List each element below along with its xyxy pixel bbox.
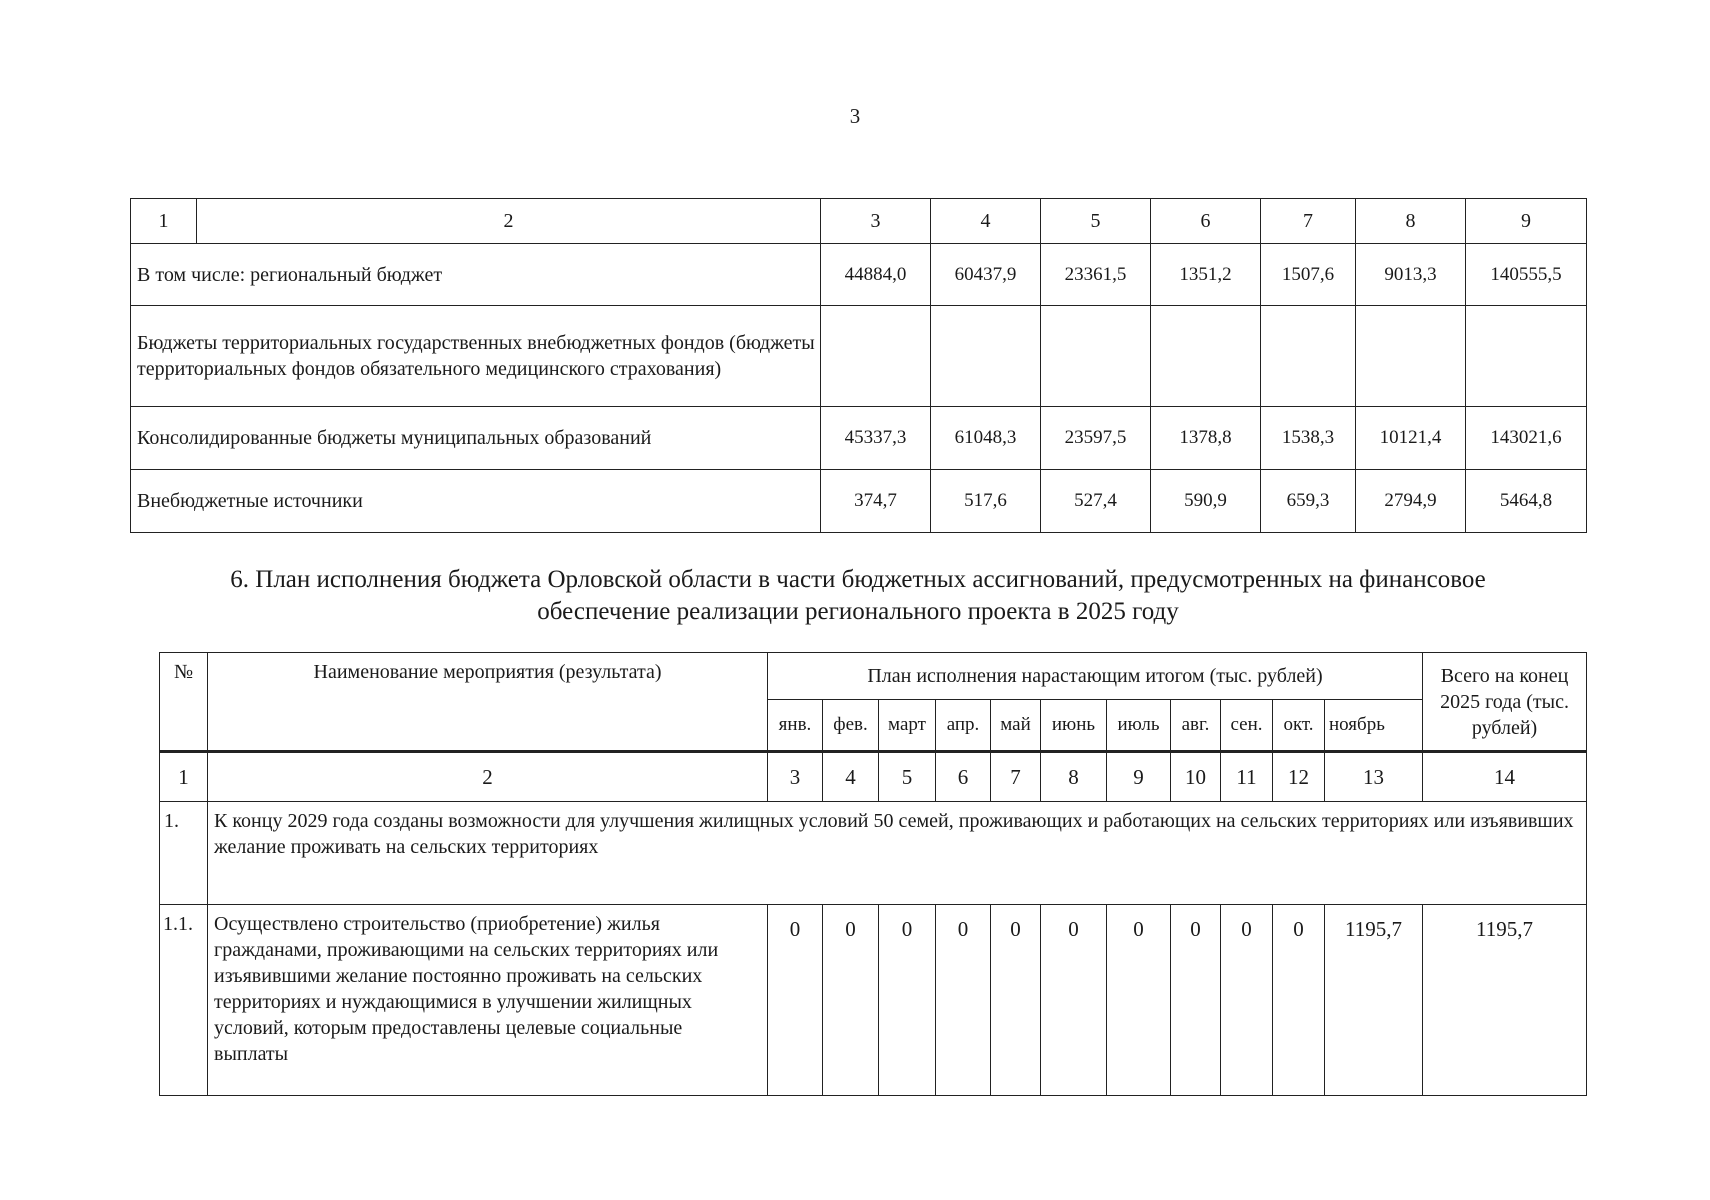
cell-value: 0 <box>936 905 991 1096</box>
cell-value: 10121,4 <box>1356 407 1466 470</box>
cell-value: 0 <box>1221 905 1273 1096</box>
budget-execution-plan-table <box>159 652 1587 1096</box>
cell-value: 5464,8 <box>1466 470 1587 533</box>
cell-value <box>1261 306 1356 407</box>
table-row <box>131 407 1587 470</box>
column-numbers-row <box>160 752 1587 802</box>
column-number: 3 <box>821 199 931 244</box>
section-title <box>130 564 1586 628</box>
cell-value: 23361,5 <box>1041 244 1151 306</box>
table-row <box>131 306 1587 407</box>
cell-value: 0 <box>991 905 1041 1096</box>
cell-total: 1195,7 <box>1423 905 1587 1096</box>
cell-value <box>1356 306 1466 407</box>
column-number: 8 <box>1356 199 1466 244</box>
column-number: 6 <box>1151 199 1261 244</box>
column-number: 14 <box>1423 752 1587 802</box>
cell-value: 527,4 <box>1041 470 1151 533</box>
cell-value: 140555,5 <box>1466 244 1587 306</box>
cell-value: 0 <box>823 905 879 1096</box>
header-month: июнь <box>1041 700 1107 752</box>
section-title-line: обеспечение реализации регионального проекта в 2025 году <box>537 598 1179 625</box>
cell-value: 0 <box>1107 905 1171 1096</box>
row-label: Консолидированные бюджеты муниципальных образований <box>131 407 821 470</box>
column-number: 9 <box>1107 752 1171 802</box>
header-month: сен. <box>1221 700 1273 752</box>
column-number: 4 <box>823 752 879 802</box>
cell-value: 659,3 <box>1261 470 1356 533</box>
header-number: № <box>160 653 208 752</box>
cell-value: 590,9 <box>1151 470 1261 533</box>
cell-value: 1351,2 <box>1151 244 1261 306</box>
cell-value: 23597,5 <box>1041 407 1151 470</box>
column-number: 8 <box>1041 752 1107 802</box>
cell-value: 9013,3 <box>1356 244 1466 306</box>
cell-value <box>1041 306 1151 407</box>
header-month: авг. <box>1171 700 1221 752</box>
column-number: 6 <box>936 752 991 802</box>
cell-value: 0 <box>879 905 936 1096</box>
header-total: Всего на конец 2025 года (тыс. рублей) <box>1423 653 1587 752</box>
cell-value: 517,6 <box>931 470 1041 533</box>
cell-value: 0 <box>768 905 823 1096</box>
table-header-row <box>160 653 1587 700</box>
cell-value: 0 <box>1171 905 1221 1096</box>
funding-sources-table <box>130 198 1587 533</box>
column-number: 5 <box>879 752 936 802</box>
cell-value: 374,7 <box>821 470 931 533</box>
column-number: 12 <box>1273 752 1325 802</box>
column-number: 1 <box>131 199 197 244</box>
cell-value <box>1466 306 1587 407</box>
cell-value: 2794,9 <box>1356 470 1466 533</box>
header-month: июль <box>1107 700 1171 752</box>
section-row-text: К концу 2029 года созданы возможности для улучшения жилищных условий 50 семей, проживающих и работающих на сельских территориях или изъявивших желание проживать на сельских территориях <box>208 802 1587 905</box>
item-row-text: Осуществлено строительство (приобретение) жилья гражданами, проживающими на сельских территориях или изъявившими желание постоянно проживать на сельских территориях и нуждающимися в улучшении жилищных условий, которым предоставлены целевые социальные выплаты <box>208 905 768 1096</box>
header-name: Наименование мероприятия (результата) <box>208 653 768 752</box>
header-month: ноябрь <box>1325 700 1423 752</box>
header-month: окт. <box>1273 700 1325 752</box>
cell-value: 0 <box>1041 905 1107 1096</box>
table-row <box>131 470 1587 533</box>
cell-value <box>1151 306 1261 407</box>
column-number: 7 <box>991 752 1041 802</box>
cell-value: 1538,3 <box>1261 407 1356 470</box>
table-row <box>160 802 1587 905</box>
cell-value: 1507,6 <box>1261 244 1356 306</box>
row-label: Бюджеты территориальных государственных внебюджетных фондов (бюджеты территориальных фондов обязательного медицинского страхования) <box>131 306 821 407</box>
column-number: 13 <box>1325 752 1423 802</box>
cell-value <box>931 306 1041 407</box>
cell-value: 45337,3 <box>821 407 931 470</box>
row-label: Внебюджетные источники <box>131 470 821 533</box>
column-number: 4 <box>931 199 1041 244</box>
column-number: 11 <box>1221 752 1273 802</box>
row-label: В том числе: региональный бюджет <box>131 244 821 306</box>
column-number: 10 <box>1171 752 1221 802</box>
header-plan: План исполнения нарастающим итогом (тыс. рублей) <box>768 653 1423 700</box>
section-title-line: 6. План исполнения бюджета Орловской области в части бюджетных ассигнований, предусмотренных на финансовое <box>230 566 1486 593</box>
column-number: 2 <box>208 752 768 802</box>
row-number: 1.1. <box>160 905 208 1096</box>
cell-value <box>821 306 931 407</box>
header-month: апр. <box>936 700 991 752</box>
header-month: янв. <box>768 700 823 752</box>
cell-value: 61048,3 <box>931 407 1041 470</box>
cell-value: 1378,8 <box>1151 407 1261 470</box>
column-number: 1 <box>160 752 208 802</box>
header-month: май <box>991 700 1041 752</box>
column-number: 7 <box>1261 199 1356 244</box>
cell-value: 60437,9 <box>931 244 1041 306</box>
cell-value: 143021,6 <box>1466 407 1587 470</box>
page-number: 3 <box>849 104 861 128</box>
row-number: 1. <box>160 802 208 905</box>
column-number: 9 <box>1466 199 1587 244</box>
table-row <box>160 905 1587 1096</box>
table-row <box>131 244 1587 306</box>
column-number: 5 <box>1041 199 1151 244</box>
header-month: март <box>879 700 936 752</box>
column-number: 2 <box>197 199 821 244</box>
cell-value: 0 <box>1273 905 1325 1096</box>
cell-value: 44884,0 <box>821 244 931 306</box>
header-month: фев. <box>823 700 879 752</box>
cell-value: 1195,7 <box>1325 905 1423 1096</box>
column-number: 3 <box>768 752 823 802</box>
table-header-row <box>131 199 1587 244</box>
